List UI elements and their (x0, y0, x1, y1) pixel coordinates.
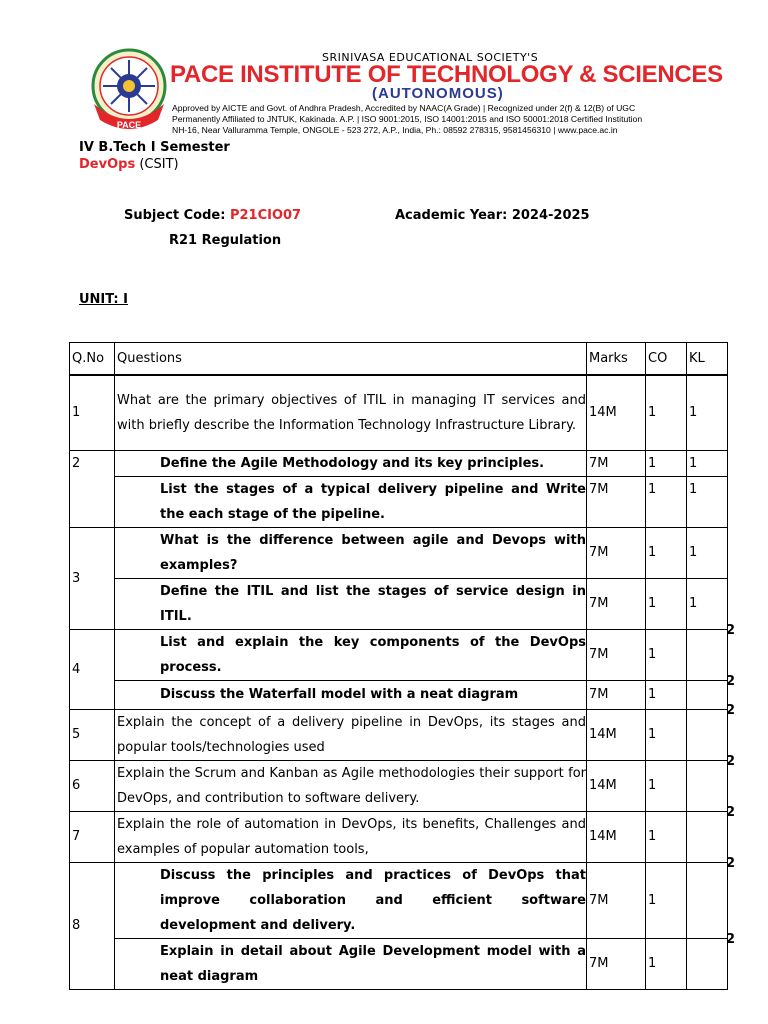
subject-line (79, 157, 179, 172)
table-row (70, 862, 728, 938)
semester-label: IV B.Tech I Semester (79, 140, 230, 155)
marks-cell: 7M (587, 629, 646, 680)
question-table (69, 342, 736, 990)
marks-cell: 7M (587, 862, 646, 938)
branch-label: (CSIT) (139, 157, 179, 172)
question-cell: List and explain the key components of the DevOps process. (115, 629, 587, 680)
qno-cell: 8 (70, 862, 115, 989)
question-cell: Explain in detail about Agile Development model with a neat diagram (115, 938, 587, 989)
co-cell: 1 (646, 375, 687, 450)
co-cell: 1 (646, 578, 687, 629)
kl-value: 2 (726, 931, 736, 947)
question-cell: Explain the concept of a delivery pipeline in DevOps, its stages and popular tools/technologies used (115, 709, 587, 760)
kl-cell (687, 702, 736, 760)
regulation-label: R21 Regulation (169, 233, 282, 248)
kl-value: 2 (726, 753, 736, 769)
co-cell: 1 (646, 811, 687, 862)
qno-cell: 7 (70, 811, 115, 862)
question-cell: Define the ITIL and list the stages of service design in ITIL. (115, 578, 587, 629)
marks-cell: 7M (587, 476, 646, 527)
unit-heading: UNIT: I (79, 292, 128, 307)
kl-cell (687, 804, 736, 862)
table-row (70, 476, 728, 527)
co-cell: 1 (646, 760, 687, 811)
subject-code-line (124, 208, 301, 223)
co-cell: 1 (646, 680, 687, 709)
table-row (70, 938, 728, 989)
header-marks: Marks (587, 343, 646, 376)
question-cell: What is the difference between agile and Devops with examples? (115, 527, 587, 578)
kl-value: 2 (726, 673, 736, 689)
marks-cell: 14M (587, 375, 646, 450)
co-cell: 1 (646, 862, 687, 938)
header-questions: Questions (115, 343, 587, 376)
co-cell: 1 (646, 450, 687, 476)
qno-cell: 3 (70, 527, 115, 629)
kl-value: 2 (726, 855, 736, 871)
qno-cell: 4 (70, 629, 115, 709)
table-row (70, 811, 728, 862)
kl-value: 2 (726, 804, 736, 820)
kl-cell: 1 (687, 527, 728, 578)
kl-cell (687, 622, 736, 680)
qno-cell: 6 (70, 760, 115, 811)
marks-cell: 7M (587, 527, 646, 578)
kl-value: 2 (726, 702, 736, 718)
header-qno: Q.No (70, 343, 115, 376)
subject-name: DevOps (79, 157, 136, 172)
co-cell: 1 (646, 527, 687, 578)
question-cell: Explain the Scrum and Kanban as Agile methodologies their support for DevOps, and contribution to software delivery. (115, 760, 587, 811)
question-cell: List the stages of a typical delivery pipeline and Write the each stage of the pipeline. (115, 476, 587, 527)
table-row (70, 629, 728, 680)
autonomous-label: (AUTONOMOUS) (372, 85, 504, 102)
marks-cell: 14M (587, 760, 646, 811)
kl-value: 2 (726, 622, 736, 638)
kl-cell (687, 753, 736, 811)
question-cell: Discuss the Waterfall model with a neat diagram (115, 680, 587, 709)
approval-line: Approved by AICTE and Govt. of Andhra Pradesh, Accredited by NAAC(A Grade) | Recognized under 2(f) & 12(B) of UGC (172, 103, 636, 113)
kl-cell (687, 855, 736, 938)
marks-cell: 14M (587, 709, 646, 760)
marks-cell: 7M (587, 938, 646, 989)
co-cell: 1 (646, 476, 687, 527)
co-cell: 1 (646, 709, 687, 760)
kl-cell: 1 (687, 450, 728, 476)
qno-cell: 1 (70, 375, 115, 450)
co-cell: 1 (646, 938, 687, 989)
question-cell: Explain the role of automation in DevOps, its benefits, Challenges and examples of popular automation tools, (115, 811, 587, 862)
table-row (70, 680, 728, 709)
affiliation-line: Permanently Affiliated to JNTUK, Kakinada. A.P. | ISO 9001:2015, ISO 14001:2015 and ISO 50001:2018 Certified Institution (172, 114, 643, 124)
address-line: NH-16, Near Valluramma Temple, ONGOLE - 523 272, A.P., India, Ph.: 08592 278315, 9581456310 | www.pace.ac.in (172, 125, 618, 135)
question-cell: Define the Agile Methodology and its key principles. (115, 450, 587, 476)
subject-code: P21CIO07 (229, 208, 302, 223)
qno-cell: 2 (70, 450, 115, 527)
marks-cell: 7M (587, 578, 646, 629)
kl-cell: 1 (687, 476, 728, 527)
kl-cell (687, 673, 736, 709)
kl-cell: 1 (687, 375, 728, 450)
marks-cell: 7M (587, 680, 646, 709)
academic-year: Academic Year: 2024-2025 (395, 208, 590, 223)
table-row (70, 760, 728, 811)
marks-cell: 14M (587, 811, 646, 862)
qno-cell: 5 (70, 709, 115, 760)
table-row (70, 578, 728, 629)
table-header-row (70, 343, 728, 376)
question-cell: Discuss the principles and practices of DevOps that improve collaboration and efficient software development and delivery. (115, 862, 587, 938)
co-cell: 1 (646, 629, 687, 680)
subject-code-label: Subject Code: (124, 208, 226, 223)
marks-cell: 7M (587, 450, 646, 476)
table-row (70, 709, 728, 760)
institute-name: PACE INSTITUTE OF TECHNOLOGY & SCIENCES (170, 61, 723, 88)
table-row (70, 527, 728, 578)
svg-text:PACE: PACE (116, 120, 142, 130)
header-co: CO (646, 343, 687, 376)
kl-cell: 1 (687, 578, 728, 629)
kl-cell (687, 931, 736, 989)
institute-logo (86, 46, 172, 136)
header-kl: KL (687, 343, 728, 376)
table-row (70, 375, 728, 450)
question-cell: What are the primary objectives of ITIL in managing IT services and with briefly describe the Information Technology Infrastructure Library. (115, 375, 587, 450)
society-name: SRINIVASA EDUCATIONAL SOCIETY'S (322, 51, 539, 64)
table-row (70, 450, 728, 476)
